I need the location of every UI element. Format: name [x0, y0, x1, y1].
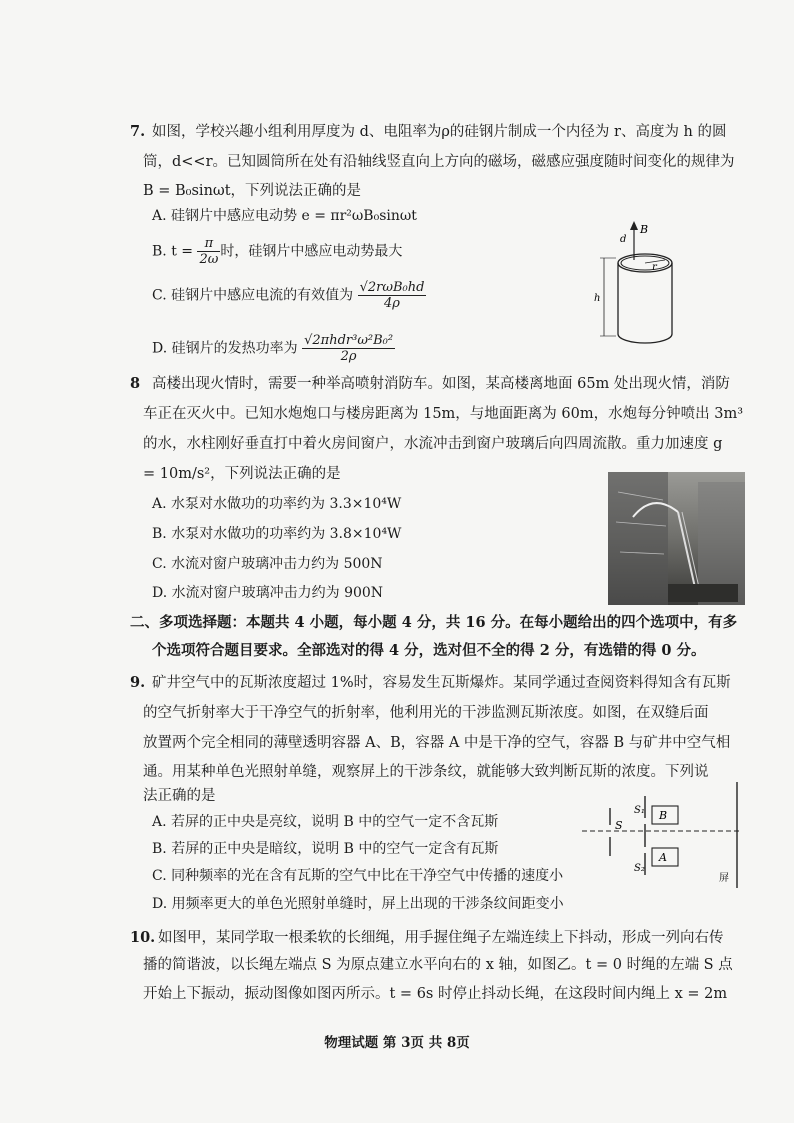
q8-line-3: 的水，水柱刚好垂直打中着火房间窗户，水流冲击到窗户玻璃后向四周流散。重力加速度 g — [143, 436, 723, 452]
section-2-heading-line-2: 个选项符合题目要求。全部选对的得 4 分，选对但不全的得 2 分，有选错的得 0 分。 — [152, 642, 706, 659]
q8-line-4: = 10m/s²，下列说法正确的是 — [143, 466, 341, 482]
q9-option-c: C. 同种频率的光在含有瓦斯的空气中比在干净空气中传播的速度小 — [152, 868, 564, 884]
label-s1: S₁ — [634, 805, 645, 816]
q7-option-d: D. 硅钢片的发热功率为 $\frac{\text{√2πhdr³ω²B₀²}}{2\rho}$ — [152, 333, 394, 364]
label-d: d — [620, 234, 627, 245]
q8-number: 8 — [130, 375, 141, 392]
q9-option-d: D. 用频率更大的单色光照射单缝时，屏上出现的干涉条纹间距变小 — [152, 896, 564, 912]
q8-line-1: 高楼出现火情时，需要一种举高喷射消防车。如图，某高楼离地面 65m 处出现火情，消防 — [152, 376, 730, 392]
q8-option-a: A. 水泵对水做功的功率约为 3.3×10⁴W — [152, 496, 402, 512]
label-container-b: B — [659, 809, 668, 822]
q7-line-1: 如图，学校兴趣小组利用厚度为 d、电阻率为ρ的硅钢片制成一个内径为 r、高度为 h 的圆 — [152, 124, 727, 140]
q7-option-a: A. 硅钢片中感应电动势 e = πr²ωB₀sinωt — [152, 208, 417, 224]
q9-option-b: B. 若屏的正中央是暗纹，说明 B 中的空气一定含有瓦斯 — [152, 841, 499, 857]
page-footer: 物理试题 第 3页 共 8页 — [324, 1035, 470, 1051]
q7-number: 7. — [130, 123, 146, 140]
q10-number: 10. — [130, 929, 156, 946]
label-container-a: A — [659, 851, 667, 864]
q7-option-b: B. t = $\frac{\pi}{2\omega}$ 时，硅钢片中感应电动势最大 — [152, 236, 403, 267]
q8-line-2: 车正在灭火中。已知水炮炮口与楼房距离为 15m，与地面距离为 60m，水炮每分钟喷出 3m³ — [143, 406, 744, 422]
q7-cylinder-figure — [590, 218, 700, 348]
q7-option-d-fraction: $\frac{\text{√2πhdr³ω²B₀²}}{2\rho}$ — [304, 333, 394, 364]
q7-line-3: B = B₀sinωt，下列说法正确的是 — [143, 183, 362, 199]
q9-double-slit-figure — [582, 780, 752, 890]
q9-line-5: 法正确的是 — [143, 788, 216, 804]
q10-line-1: 如图甲，某同学取一根柔软的长细绳，用手握住绳子左端连续上下抖动，形成一列向右传 — [158, 930, 724, 946]
q7-option-b-fraction: $\frac{\pi}{2\omega}$ — [199, 236, 219, 267]
label-b: B — [640, 223, 649, 236]
q9-line-2: 的空气折射率大于干净空气的折射率，他利用光的干涉监测瓦斯浓度。如图，在双缝后面 — [143, 705, 709, 721]
q9-line-4: 通。用某种单色光照射单缝，观察屏上的干涉条纹，就能够大致判断瓦斯的浓度。下列说 — [143, 764, 709, 780]
label-r: r — [652, 262, 657, 273]
label-s2: S₂ — [634, 863, 645, 874]
q8-option-b: B. 水泵对水做功的功率约为 3.8×10⁴W — [152, 526, 402, 542]
q8-option-c: C. 水流对窗户玻璃冲击力约为 500N — [152, 556, 383, 572]
label-screen: 屏 — [719, 873, 729, 884]
building-left — [608, 472, 668, 605]
q8-option-d: D. 水流对窗户玻璃冲击力约为 900N — [152, 585, 384, 601]
q9-number: 9. — [130, 674, 146, 691]
q9-line-1: 矿井空气中的瓦斯浓度超过 1%时，容易发生瓦斯爆炸。某同学通过查阅资料得知含有瓦斯 — [152, 675, 731, 691]
q10-line-2: 播的简谐波，以长绳左端点 S 为原点建立水平向右的 x 轴，如图乙。t = 0 时绳的左端 S 点 — [143, 957, 733, 973]
label-h: h — [594, 293, 601, 304]
q10-line-3: 开始上下振动，振动图像如图丙所示。t = 6s 时停止抖动长绳，在这段时间内绳上 x = 2m — [143, 986, 728, 1002]
q8-fire-truck-photo — [608, 472, 745, 605]
truck-body — [668, 584, 738, 602]
q9-line-3: 放置两个完全相同的薄壁透明容器 A、B，容器 A 中是干净的空气，容器 B 与矿井中空气相 — [143, 735, 731, 751]
arrow-head-icon — [630, 221, 638, 230]
q7-option-c-fraction: $\frac{\text{√2rωB₀hd}}{4\rho}$ — [359, 280, 425, 311]
q9-option-a: A. 若屏的正中央是亮纹，说明 B 中的空气一定不含瓦斯 — [152, 814, 499, 830]
q7-line-2: 筒，d<<r。已知圆筒所在处有沿轴线竖直向上方向的磁场，磁感应强度随时间变化的规律为 — [143, 154, 735, 170]
cylinder-bottom — [618, 334, 672, 343]
label-s: S — [615, 819, 623, 832]
section-2-heading-line-1: 二、多项选择题：本题共 4 小题，每小题 4 分，共 16 分。在每小题给出的四个选项中，有多 — [130, 614, 738, 631]
q7-option-c: C. 硅钢片中感应电流的有效值为 $\frac{\text{√2rωB₀hd}}{4\rho}$ — [152, 280, 425, 311]
